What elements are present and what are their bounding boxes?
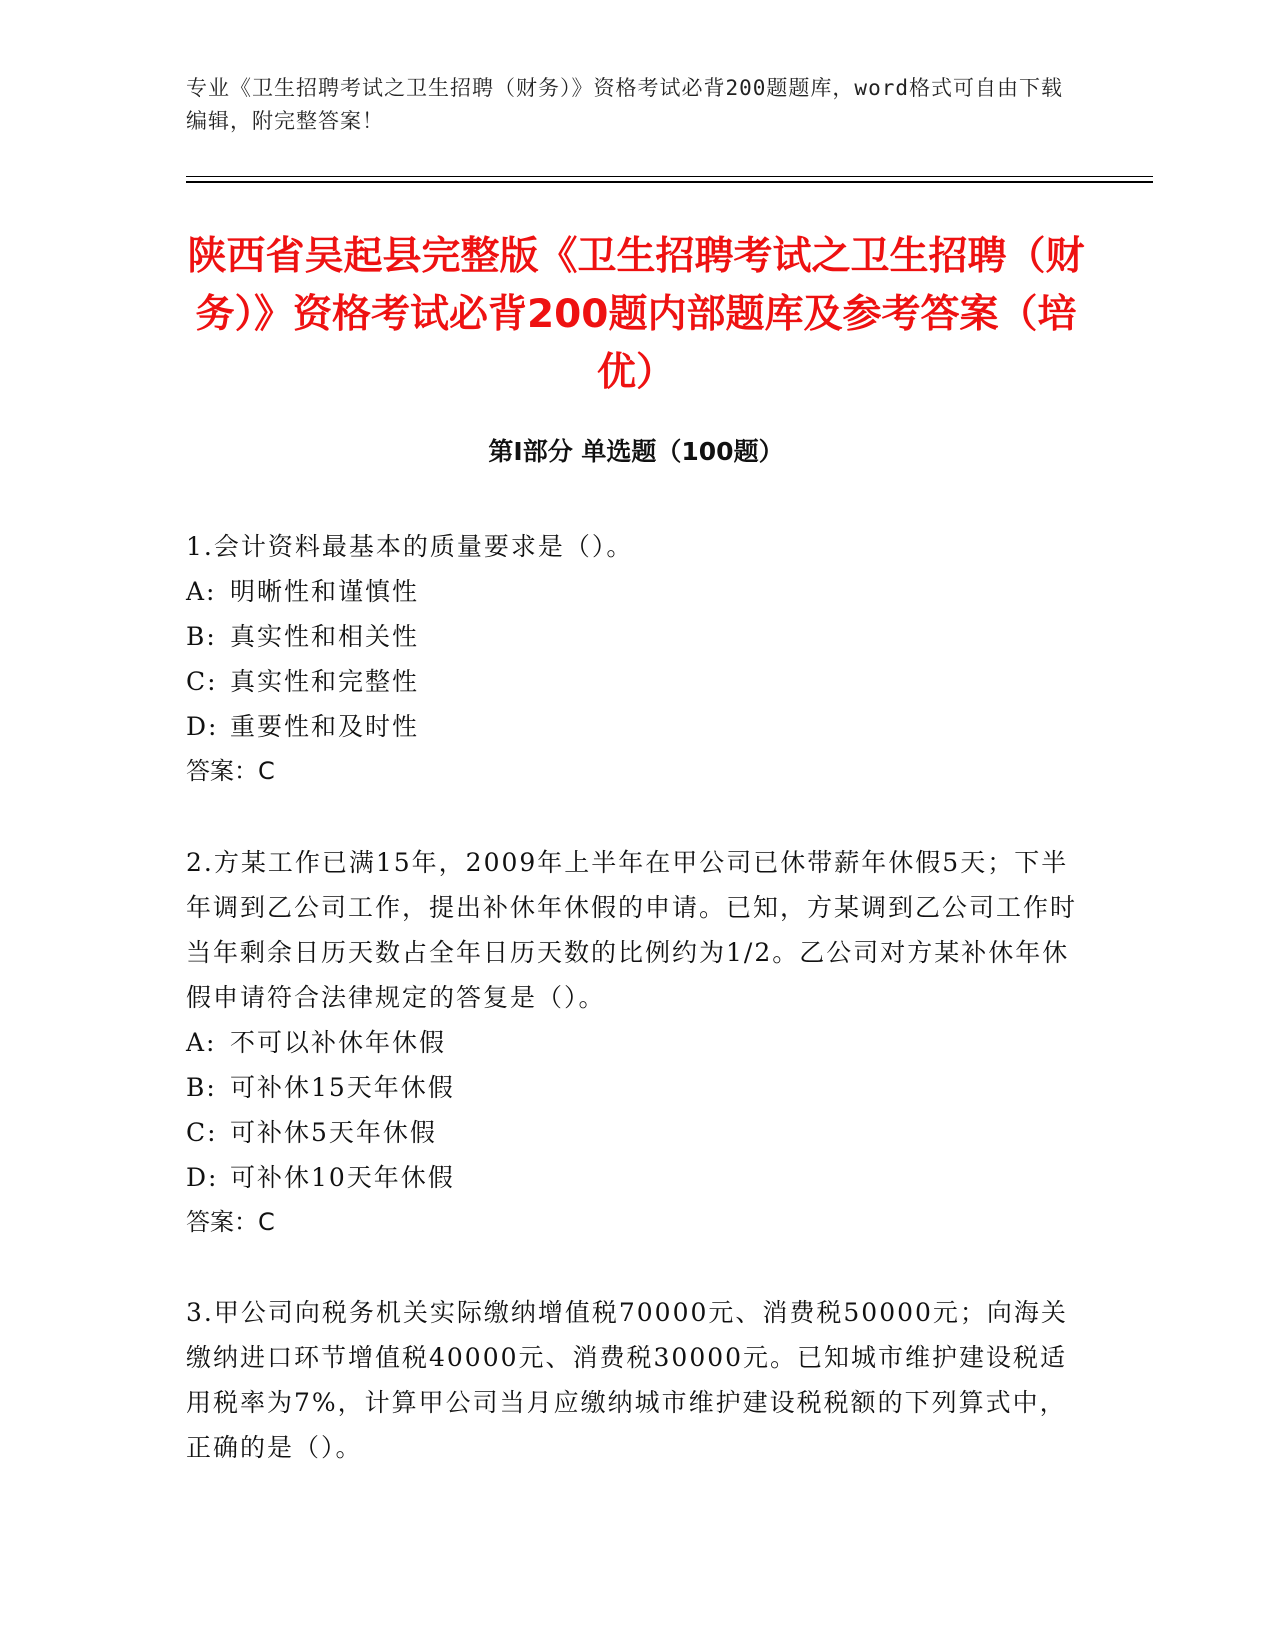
header-divider-thin	[186, 176, 1153, 177]
option-key: C:	[186, 667, 218, 696]
option-text: 真实性和相关性	[230, 622, 420, 651]
option-a	[186, 1020, 1086, 1065]
question-stem: 3.甲公司向税务机关实际缴纳增值税70000元、消费税50000元；向海关缴纳进口环节增值税40000元、消费税30000元。已知城市维护建设税适用税率为7%，计算甲公司当月应缴纳城市维护建设税税额的下列算式中，正确的是（）。	[186, 1298, 1068, 1462]
option-key: B:	[186, 1073, 217, 1102]
option-text: 不可以补休年休假	[230, 1028, 447, 1057]
option-text: 可补休5天年休假	[230, 1118, 437, 1147]
option-d	[186, 1155, 1086, 1200]
question-stem: 1.会计资料最基本的质量要求是（）。	[186, 532, 634, 561]
option-text: 明晰性和谨慎性	[230, 577, 420, 606]
option-b	[186, 1065, 1086, 1110]
option-key: A:	[186, 1028, 217, 1057]
question-stem: 2.方某工作已满15年，2009年上半年在甲公司已休带薪年休假5天；下半年调到乙公司工作，提出补休年休假的申请。已知，方某调到乙公司工作时当年剩余日历天数占全年日历天数的比例约为1/2。乙公司对方某补休年休假申请符合法律规定的答复是（）。	[186, 848, 1078, 1012]
answer: 答案：C	[186, 757, 275, 785]
option-key: D:	[186, 712, 219, 741]
question-3	[186, 1290, 1086, 1470]
document-title: 陕西省吴起县完整版《卫生招聘考试之卫生招聘（财务）》资格考试必背200题内部题库及参考答案（培优）	[187, 234, 1085, 395]
option-key: D:	[186, 1163, 219, 1192]
header-note: 专业《卫生招聘考试之卫生招聘（财务）》资格考试必背200题题库，word格式可自由下载编辑，附完整答案！	[186, 76, 1063, 133]
question-2	[186, 840, 1086, 1245]
option-a	[186, 569, 1086, 614]
header-divider-thick	[186, 181, 1153, 183]
option-d	[186, 704, 1086, 749]
option-c	[186, 1110, 1086, 1155]
option-c	[186, 659, 1086, 704]
option-b	[186, 614, 1086, 659]
option-text: 重要性和及时性	[230, 712, 420, 741]
option-text: 可补休10天年休假	[230, 1163, 455, 1192]
section-heading: 第Ⅰ部分 单选题（100题）	[488, 437, 784, 466]
option-key: A:	[186, 577, 217, 606]
option-text: 真实性和完整性	[230, 667, 420, 696]
option-key: B:	[186, 622, 217, 651]
option-text: 可补休15天年休假	[230, 1073, 455, 1102]
question-1	[186, 524, 1086, 794]
answer: 答案：C	[186, 1208, 275, 1236]
option-key: C:	[186, 1118, 218, 1147]
